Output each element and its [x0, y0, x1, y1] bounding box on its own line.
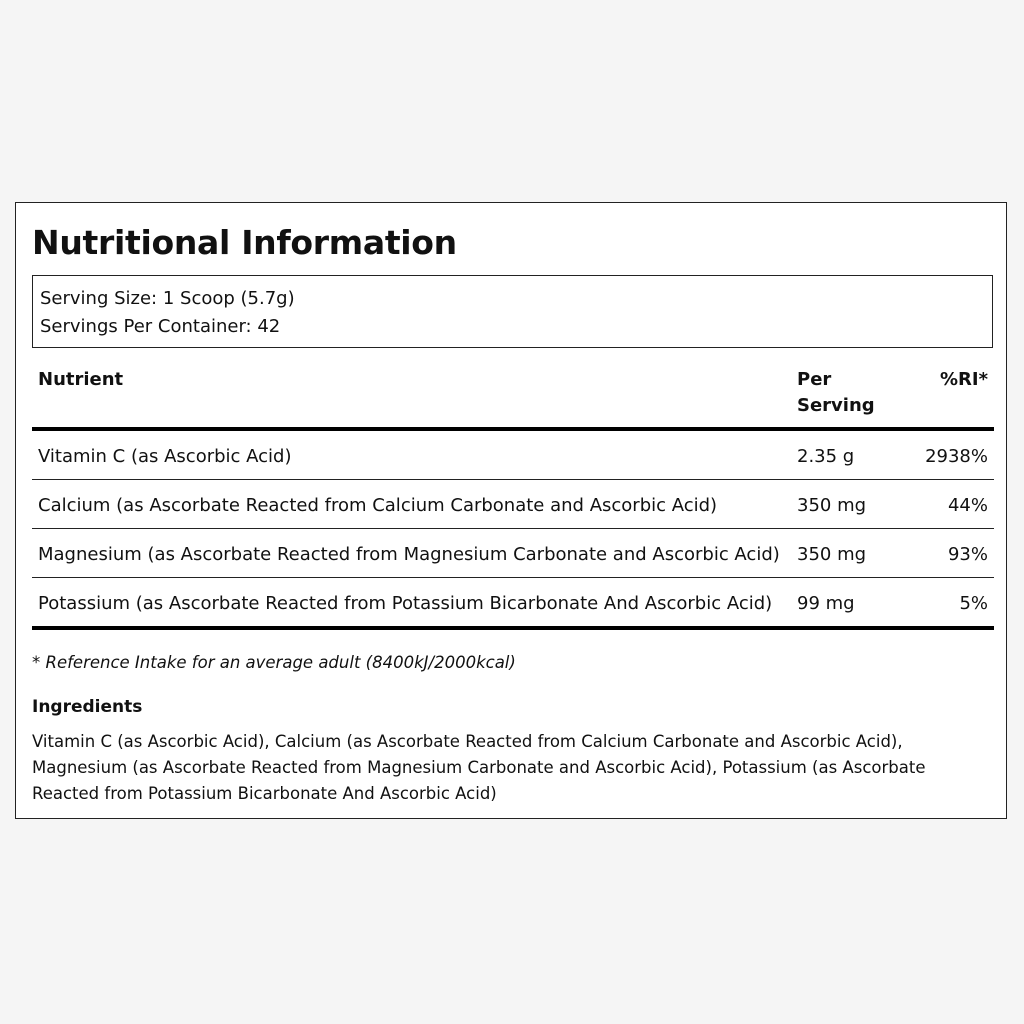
- column-header-ri: %RI*: [911, 363, 994, 429]
- ri-value: 5%: [911, 578, 994, 629]
- table-row: [32, 529, 994, 578]
- nutrient-name: Potassium (as Ascorbate Reacted from Potassium Bicarbonate And Ascorbic Acid): [32, 578, 791, 629]
- nutrient-table: [32, 363, 994, 630]
- table-row: [32, 578, 994, 629]
- serving-info-box: [32, 275, 993, 348]
- ingredients-list: Vitamin C (as Ascorbic Acid), Calcium (as Ascorbate Reacted from Calcium Carbonate and Ascorbic Acid), Magnesium (as Ascorbate Reacted from Magnesium Carbonate and Ascorbic Acid), Potassium (as Ascorbate Reacted from Potassium Bicarbonate And Ascorbic Acid): [32, 732, 926, 803]
- serving-size: Serving Size: 1 Scoop (5.7g): [40, 288, 295, 309]
- per-serving-value: 2.35 g: [791, 429, 911, 480]
- nutrient-name: Magnesium (as Ascorbate Reacted from Magnesium Carbonate and Ascorbic Acid): [32, 529, 791, 578]
- ri-value: 93%: [911, 529, 994, 578]
- ri-value: 44%: [911, 480, 994, 529]
- panel-title: Nutritional Information: [32, 223, 457, 262]
- nutrition-panel: [15, 202, 1007, 819]
- per-serving-value: 350 mg: [791, 480, 911, 529]
- table-row: [32, 480, 994, 529]
- column-header-per-serving: Per Serving: [791, 363, 911, 429]
- per-serving-value: 350 mg: [791, 529, 911, 578]
- table-header-row: [32, 363, 994, 429]
- nutrient-name: Vitamin C (as Ascorbic Acid): [32, 429, 791, 480]
- per-serving-value: 99 mg: [791, 578, 911, 629]
- servings-per-container: Servings Per Container: 42: [40, 316, 281, 337]
- reference-intake-footnote: * Reference Intake for an average adult (8400kJ/2000kcal): [32, 653, 516, 672]
- table-row: [32, 429, 994, 480]
- column-header-nutrient: Nutrient: [32, 363, 791, 429]
- nutrient-name: Calcium (as Ascorbate Reacted from Calcium Carbonate and Ascorbic Acid): [32, 480, 791, 529]
- ingredients-heading: Ingredients: [32, 697, 143, 717]
- ri-value: 2938%: [911, 429, 994, 480]
